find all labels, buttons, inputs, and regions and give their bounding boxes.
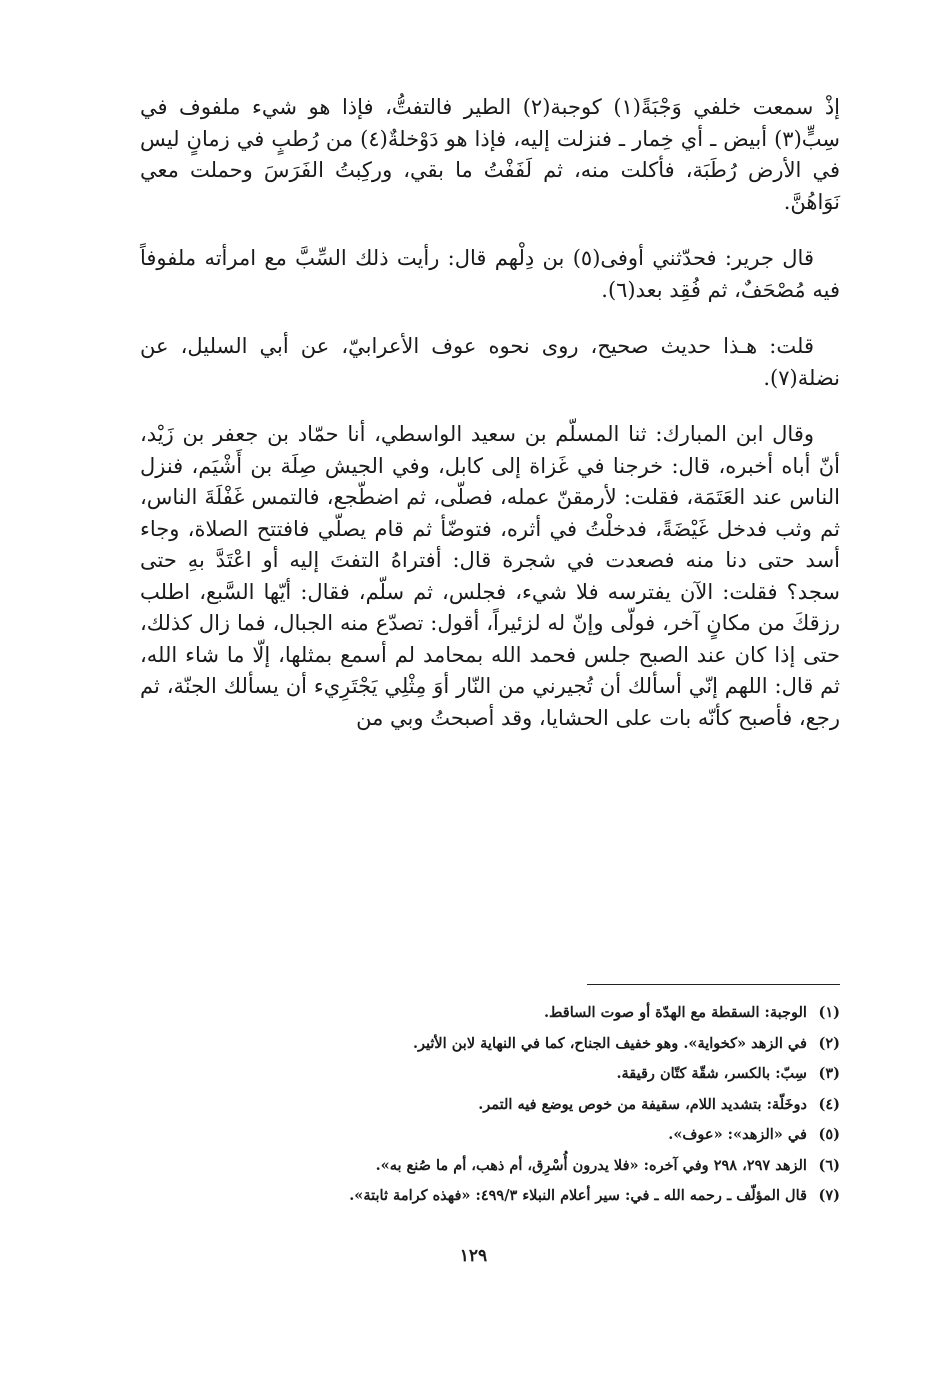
footnote-6 (140, 1151, 840, 1182)
footnote-text: دوخَلّة: بتشديد اللام، سقيفة من خوص يوضع فيه التمر. (478, 1095, 807, 1113)
footnote-7 (140, 1181, 840, 1212)
page-number: ١٢٩ (459, 1246, 488, 1266)
footnotes (140, 998, 840, 1212)
footnote-number: (٤) (818, 1095, 840, 1113)
footnote-text: في الزهد «كخواية». وهو خفيف الجناح، كما في النهاية لابن الأثير. (412, 1034, 807, 1052)
main-text (140, 92, 840, 759)
footnote-4 (140, 1090, 840, 1121)
footnote-3 (140, 1059, 840, 1090)
paragraph-4: وقال ابن المبارك: ثنا المسلّم بن سعيد الواسطي، أنا حمّاد بن جعفر بن زَيْد، أنّ أباه أخبره، قال: خرجنا في غَزاة إلى كابل، وفي الجيش صِلَة بن أَشْيَم، فنزل الناس عند العَتَمَة، فقلت: لأرمقنّ عمله، فصلّى، ثم اضطّجع، فالتمس غَفْلَةَ الناس، ثم وثب فدخل غَيْضَةً، فدخلْتُ في أثره، فتوضّأ ثم قام يصلّي فافتتح الصلاة، وجاء أسد حتى دنا منه فصعدت في شجرة قال: أفتراهُ التفتَ إليه أو اعْتَدَّ بهِ حتى سجد؟ فقلت: الآن يفترسه فلا شيء، فجلس، ثم سلّم، فقال: أيّها السَّبع، اطلب رزقكَ من مكانٍ آخر، فولّى وإنّ له لزئيراً، أقول: تصدّع منه الجبال، فما زال كذلك، حتى إذا كان عند الصبح جلس فحمد الله بمحامد لم أسمع بمثلها، إلّا ما شاء الله، ثم قال: اللهم إنّي أسألك أن تُجيرني من النّار أوَ مِثْلِي يَجْتَرِيء أن يسألك الجنّة، ثم رجع، فأصبح كأنّه بات على الحشايا، وقد أصبحتُ وبي من (140, 422, 840, 730)
footnote-5 (140, 1120, 840, 1151)
footnote-text: الزهد ٢٩٧، ٢٩٨ وفي آخره: «فلا يدرون أُسْرِق، أم ذهب، أم ما صُنع به». (375, 1156, 807, 1174)
footnote-text: الوجبة: السقطة مع الهدّة أو صوت الساقط. (544, 1004, 807, 1021)
footnote-number: (٥) (818, 1126, 840, 1143)
footnote-text: في «الزهد»: «عوف». (668, 1126, 807, 1143)
footnote-number: (٦) (818, 1156, 840, 1174)
paragraph-3: قلت: هـذا حديث صحيح، روى نحوه عوف الأعرابيّ، عن أبي السليل، عن نضلة(٧). (140, 334, 840, 390)
footnote-1 (140, 998, 840, 1029)
paragraph-2: قال جرير: فحدّثني أوفى(٥) بن دِلْهم قال: رأيت ذلك السِّبَّ مع امرأته ملفوفاً فيه مُصْحَفٌ، ثم فُقِد بعد(٦). (140, 246, 840, 302)
footnote-text: قال المؤلّف ـ رحمه الله ـ في: سير أعلام النبلاء ٤٩٩/٣: «فهذه كرامة ثابتة». (349, 1187, 807, 1204)
footnote-number: (٢) (818, 1034, 840, 1052)
footnote-text: سِبّ: بالكسر، شقّة كتّان رقيقة. (616, 1065, 807, 1082)
paragraph-1: إذْ سمعت خلفي وَجْبَةً(١) كوجبة(٢) الطير فالتفتُّ، فإذا هو شيء ملفوف في سِبٍّ(٣) أبيض ـ أي خِمار ـ فنزلت إليه، فإذا هو دَوْخلةٌ(٤) من رُطبٍ في زمانٍ ليس في الأرض رُطَبَة، فأكلت منه، ثم لَفَفْتُ ما بقي، وركِبتُ الفَرَسَ وحملت معي نَوَاهُنَّ. (140, 95, 840, 214)
footnote-2 (140, 1029, 840, 1060)
footnote-number: (٧) (818, 1187, 840, 1204)
footnote-number: (٣) (818, 1065, 840, 1082)
footnote-divider (587, 984, 840, 985)
footnote-number: (١) (818, 1004, 840, 1021)
